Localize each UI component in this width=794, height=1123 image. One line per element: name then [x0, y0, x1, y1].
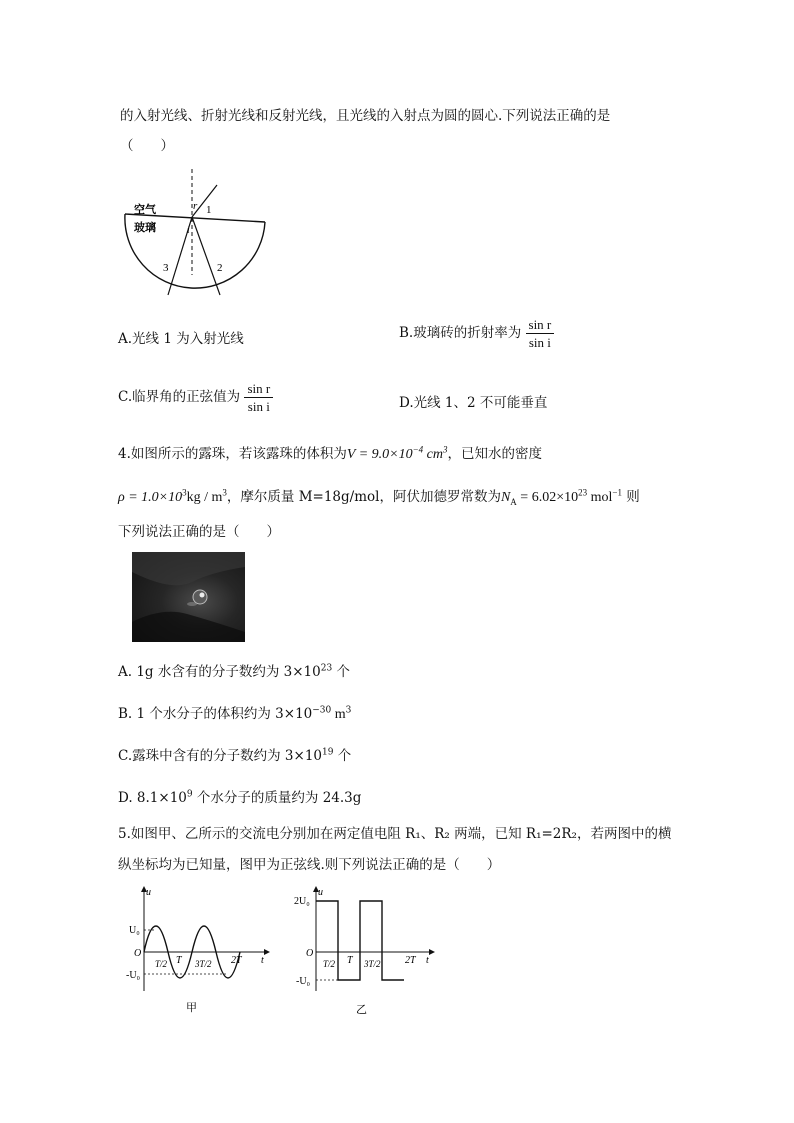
q4-option-a [118, 660, 350, 680]
dew-drop-icon [193, 590, 207, 604]
label-air: 空气 [134, 204, 156, 216]
q4-avogadro-unit: mol [587, 490, 613, 505]
q4-stem-part4: 则 [621, 489, 640, 505]
q4-option-b-unit-exp: 3 [345, 705, 352, 716]
q3-option-c-fraction [244, 380, 273, 415]
q4-option-d-text: D. 8.1×10 [118, 790, 187, 806]
graph-caption: 乙 [356, 1004, 367, 1016]
q3-option-a: A.光线 1 为入射光线 [118, 331, 244, 347]
q4-density-exp: 3 [182, 487, 187, 498]
q4-avogadro-unit-exp: −1 [612, 487, 622, 498]
origin-label: O [306, 948, 314, 959]
tick-label-u0: U₀ [129, 925, 140, 936]
fraction-denominator: sin i [528, 335, 551, 350]
label-r: r [193, 200, 198, 212]
tick-label-neg-u0: -U₀ [296, 976, 311, 987]
q4-option-c [118, 744, 351, 764]
tick-label-2t: 2T [231, 955, 242, 966]
q4-option-c-exp: 19 [322, 747, 334, 758]
q4-avogadro-value: = 6.02×10 [516, 490, 579, 505]
q4-volume-exp: −4 [412, 444, 424, 455]
fraction-numerator: sin r [526, 316, 555, 334]
dew-drop-photo [132, 552, 245, 642]
q3-option-c-text: C.临界角的正弦值为 [118, 389, 241, 405]
q4-avogadro-symbol: N [500, 490, 511, 505]
q4-option-c-text: C.露珠中含有的分子数约为 3×10 [118, 748, 323, 764]
q3-option-b-fraction [526, 316, 555, 351]
q4-option-a-post: 个 [332, 664, 350, 680]
q4-option-b-exp: −30 [312, 705, 332, 716]
q4-option-d-post: 个水分子的质量约为 24.3g [192, 790, 362, 806]
q4-option-c-post: 个 [333, 748, 352, 764]
tick-label-3t-half: 3T/2 [364, 959, 381, 969]
axis-label-u: u [146, 887, 151, 898]
fraction-denominator: sin i [247, 399, 270, 414]
q4-volume-unit: cm [423, 447, 443, 462]
fraction-numerator: sin r [244, 380, 273, 398]
q4-option-b-unit: m [331, 707, 346, 722]
q4-option-d [118, 786, 361, 806]
q4-stem-line3: 下列说法正确的是（ ） [118, 524, 280, 540]
tick-label-2u0: 2U₀ [294, 896, 310, 907]
q4-avogadro-exp: 23 [578, 487, 588, 498]
q3-option-d: D.光线 1、2 不可能垂直 [399, 395, 548, 411]
q4-density-unit-exp: 3 [222, 487, 227, 498]
graph-jia [122, 883, 272, 1018]
q4-density-unit: kg / m [186, 490, 223, 505]
tick-label-t: T [176, 955, 182, 966]
q3-refraction-figure [120, 165, 270, 300]
tick-label-t-half: T/2 [155, 959, 168, 969]
q5-stem-line1: 5.如图甲、乙所示的交流电分别加在两定值电阻 R₁、R₂ 两端，已知 R₁=2R₂，若两图中的横 [118, 826, 672, 842]
label-glass: 玻璃 [134, 222, 156, 234]
q4-volume-value: V = 9.0×10 [346, 447, 413, 462]
q4-density-value: ρ = 1.0×10 [118, 490, 183, 505]
q4-volume [346, 444, 448, 462]
q4-option-b-text: B. 1 个水分子的体积约为 3×10 [118, 706, 313, 722]
q4-avogadro-sub: A [510, 496, 517, 507]
graph-yi [292, 883, 442, 1018]
origin-label: O [134, 948, 142, 959]
q4-density [118, 487, 227, 505]
q3-option-b [399, 316, 554, 351]
graph-caption: 甲 [186, 1002, 197, 1014]
q4-stem-part2: ，已知水的密度 [447, 446, 542, 462]
q4-option-d-exp: 9 [186, 789, 193, 800]
label-i: i [187, 225, 190, 236]
tick-label-t-half: T/2 [323, 959, 336, 969]
label-ray3: 3 [163, 262, 169, 274]
label-ray2: 2 [217, 262, 223, 274]
q4-option-b [118, 702, 351, 723]
q4-stem-part3: ，摩尔质量 M=18g/mol，阿伏加德罗常数为 [226, 489, 501, 505]
label-ray1: 1 [206, 204, 212, 216]
q3-stem-continuation: 的入射光线、折射光线和反射光线，且光线的入射点为圆的圆心.下列说法正确的是 [120, 108, 611, 124]
tick-label-2t: 2T [405, 955, 416, 966]
q4-stem-line1 [118, 442, 542, 463]
q4-option-a-text: A. 1g 水含有的分子数约为 3×10 [118, 664, 321, 680]
axis-label-t: t [426, 955, 429, 966]
axis-label-u: u [318, 887, 323, 898]
q3-option-b-text: B.玻璃砖的折射率为 [399, 325, 522, 341]
q4-stem-part1: 4.如图所示的露珠，若该露珠的体积为 [118, 446, 347, 462]
q5-stem-line2: 纵坐标均为已知量，图甲为正弦线.则下列说法正确的是（ ） [118, 857, 501, 873]
ray-2 [192, 217, 220, 295]
axis-label-t: t [261, 955, 264, 966]
q4-avogadro [500, 487, 622, 507]
tick-label-neg-u0: -U₀ [126, 970, 141, 981]
q3-answer-paren: （ ） [120, 138, 174, 154]
q4-stem-line2 [118, 485, 640, 506]
tick-label-3t-half: 3T/2 [195, 959, 212, 969]
q4-volume-unit-exp: 3 [443, 444, 448, 455]
q4-option-a-exp: 23 [320, 663, 333, 674]
tick-label-t: T [347, 955, 353, 966]
q3-option-c [118, 380, 273, 415]
dew-drop-image [132, 552, 245, 642]
